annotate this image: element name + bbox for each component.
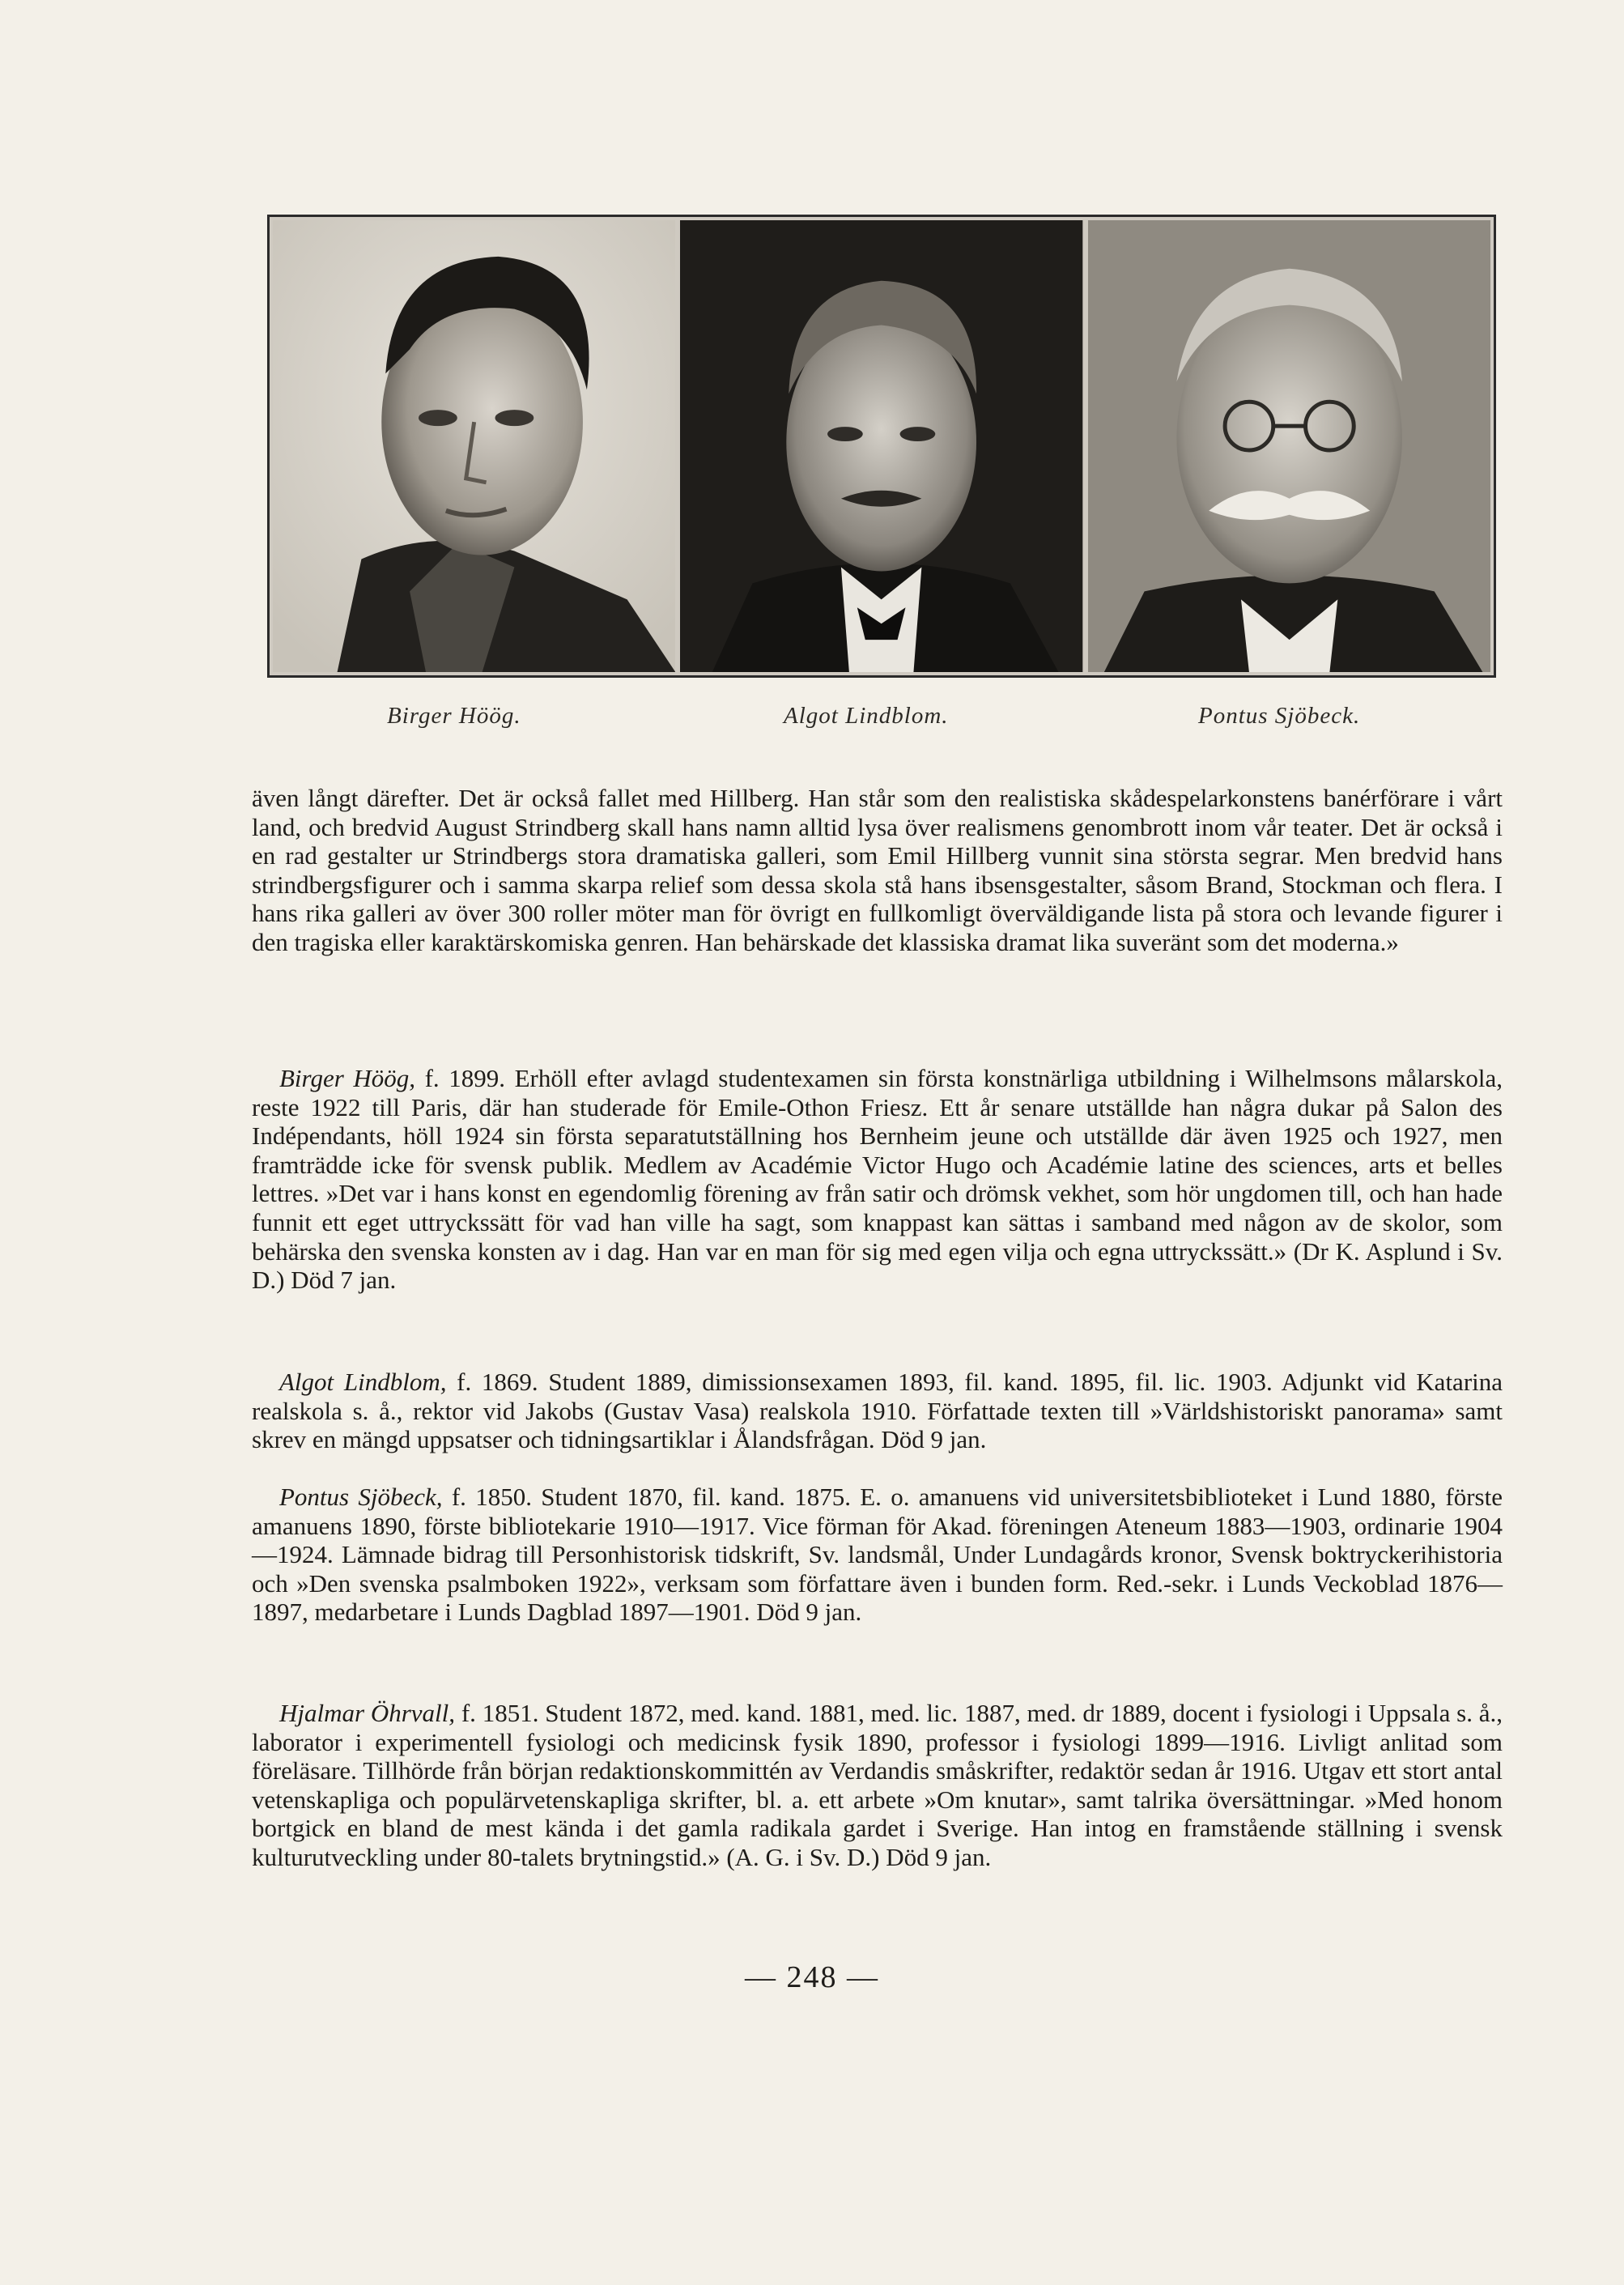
entry-algot-lindblom	[252, 1368, 1503, 1454]
caption-pontus-sjobeck: Pontus Sjöbeck.	[1198, 703, 1361, 729]
entry-name: Birger Höög,	[279, 1064, 416, 1092]
portrait-pontus-sjobeck	[1088, 220, 1490, 672]
entry-name: Hjalmar Öhrvall,	[279, 1699, 456, 1727]
entry-text: f. 1869. Student 1889, dimissionsexamen 1893, fil. kand. 1895, fil. lic. 1903. Adjunkt vid Katarina realskola s. å., rektor vid Jakobs (Gustav Vasa) realskola 1910. Författade texten till »Världshistoriskt panorama» samt skrev en mängd uppsatser och tidningsartiklar i Ålandsfrågan. Död 9 jan.	[252, 1368, 1503, 1454]
entry-birger-hoog	[252, 1064, 1503, 1295]
caption-birger-hoog: Birger Höög.	[387, 703, 521, 729]
entry-hjalmar-ohrvall	[252, 1699, 1503, 1872]
portrait-birger-hoog	[273, 220, 675, 672]
caption-algot-lindblom: Algot Lindblom.	[784, 703, 949, 729]
entry-name: Algot Lindblom,	[279, 1368, 447, 1396]
intro-paragraph: även långt därefter. Det är också fallet med Hillberg. Han står som den realistiska skådespelarkonstens banérförare i vårt land, och bredvid August Strindberg skall hans namn alltid lysa över realismens genombrott inom vår teater. Det är också i en rad gestalter ur Strindbergs stora dramatiska galleri, som Emil Hillberg vunnit sina största segrar. Men bredvid hans strindbergsfigurer och i samma skarpa relief som dessa skola stå hans ibsensgestalter, såsom Brand, Stockman och flera. I hans rika galleri av över 300 roller möter man för övrigt en fullkomligt överväldigande lista på stora och levande figurer i den tragiska eller karaktärskomiska genren. Han behärskade det klassiska dramat lika suveränt som det moderna.»	[252, 784, 1503, 956]
entry-text: f. 1899. Erhöll efter avlagd studentexamen sin första konstnärliga utbildning i Wilhelmsons målarskola, reste 1922 till Paris, där han studerade för Emile-Othon Friesz. Ett år senare utställde han några dukar på Salon des Indépendants, höll 1924 sin första separatutställning hos Bernheim jeune och utställde där även 1925 och 1927, men framträdde icke för svensk publik. Medlem av Académie Victor Hugo och Académie latine des sciences, arts et belles lettres. »Det var i hans konst en egendomlig förening av från satir och drömsk vekhet, som hör ungdomen till, och han hade funnit ett eget uttryckssätt för vad han ville ha sagt, som knappast kan sättas i samband med någon av de skolor, som behärska den svenska konsten av i dag. Han var en man för sig med egen vilja och egna uttryckssätt.» (Dr K. Asplund i Sv. D.) Död 7 jan.	[252, 1064, 1503, 1295]
entry-name: Pontus Sjöbeck,	[279, 1483, 443, 1511]
portrait-algot-lindblom	[680, 220, 1082, 672]
entry-text: f. 1850. Student 1870, fil. kand. 1875. E. o. amanuens vid universitetsbiblioteket i Lund 1880, förste amanuens 1890, förste bibliotekarie 1910—1917. Vice förman för Akad. föreningen Ateneum 1883—1903, ordinarie 1904—1924. Lämnade bidrag till Personhistorisk tidskrift, Sv. landsmål, Under Lundagårds kronor, Svensk boktryckerihistoria och »Den svenska psalmboken 1922», verksam som författare även i bunden form. Red.-sekr. i Lunds Veckoblad 1876—1897, medarbetare i Lunds Dagblad 1897—1901. Död 9 jan.	[252, 1483, 1503, 1627]
entry-text: f. 1851. Student 1872, med. kand. 1881, med. lic. 1887, med. dr 1889, docent i fysiologi i Uppsala s. å., laborator i experimentell fysiologi och medicinsk fysik 1890, professor i fysiologi 1899—1916. Livligt anlitad som föreläsare. Tillhörde från början redaktionskommittén av Verdandis småskrifter, redaktör sedan år 1916. Utgav ett stort antal vetenskapliga och populärvetenskapliga skrifter, bl. a. ett arbete »Om knutar», samt talrika översättningar. »Med honom bortgick en bland de mest kända i det gamla radikala gardet i Sverige. Han intog en framstående ställning i svensk kulturutveckling under 80-talets brytningstid.» (A. G. i Sv. D.) Död 9 jan.	[252, 1699, 1503, 1871]
page-number: — 248 —	[745, 1960, 879, 1994]
portrait-strip	[267, 215, 1496, 678]
entry-pontus-sjobeck	[252, 1483, 1503, 1627]
